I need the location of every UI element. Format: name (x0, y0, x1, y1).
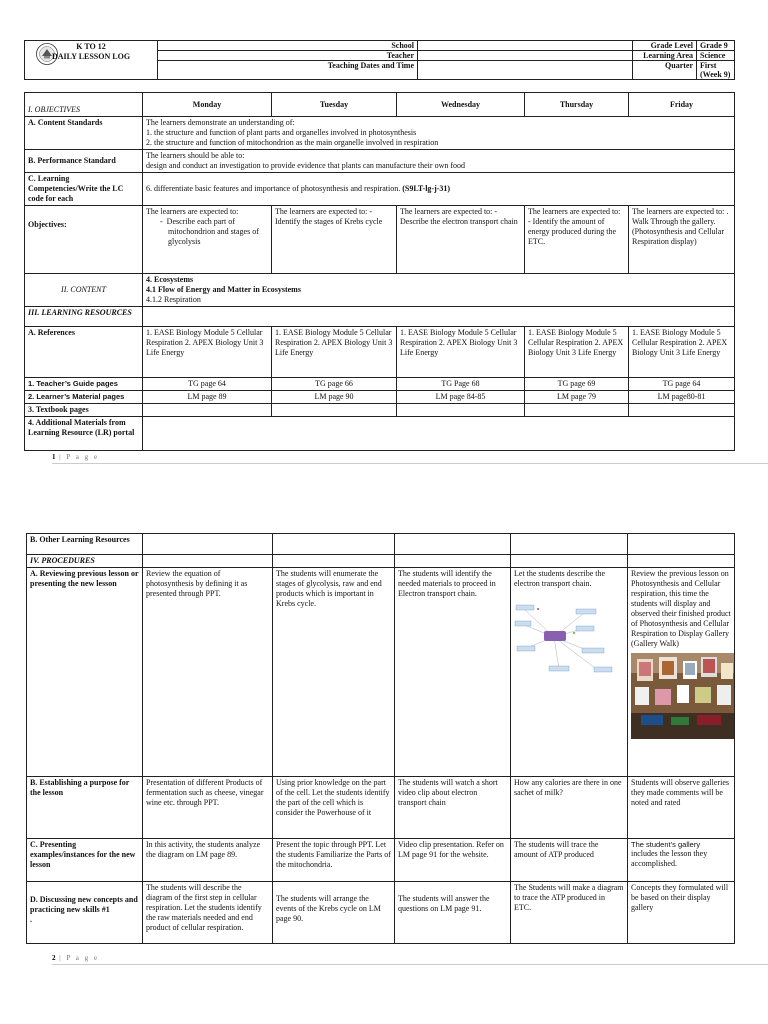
textbook-label: 3. Textbook pages (25, 404, 143, 417)
content-standards-line: The learners demonstrate an understanding of: (146, 118, 295, 127)
dates-value (418, 61, 633, 80)
lm-wednesday: LM page 84-85 (397, 391, 525, 404)
page-divider-2 (52, 964, 768, 965)
objective-thursday: The learners are expected to: - Identify the amount of energy produced during the ETC. (525, 206, 629, 274)
objective-monday-intro: The learners are expected to: (146, 207, 239, 216)
tg-monday: TG page 64 (143, 378, 272, 391)
reviewing-label: A. Reviewing previous lesson or presenting the new lesson (27, 568, 143, 777)
objective-wednesday: The learners are expected to: - Describe the electron transport chain (397, 206, 525, 274)
header-table (24, 40, 735, 80)
reviewing-wednesday: The students will identify the needed materials to proceed in Electron transport chain. (395, 568, 511, 777)
content-standards-label: A. Content Standards (25, 117, 143, 150)
lesson-log-table-page2 (26, 533, 735, 944)
presenting-friday (628, 839, 735, 882)
discussing-tuesday: The students will arrange the events of the Krebs cycle on LM page 90. (273, 882, 395, 944)
objective-tuesday: The learners are expected to: - Identify the stages of Krebs cycle (272, 206, 397, 274)
log-title-line2: DAILY LESSON LOG (51, 52, 131, 61)
dates-label: Teaching Dates and Time (158, 61, 418, 80)
content-line: 4.1.2 Respiration (146, 295, 201, 304)
log-title-line1: K TO 12 (76, 42, 106, 51)
other-resources-label: B. Other Learning Resources (27, 534, 143, 555)
reference-thursday: 1. EASE Biology Module 5 Cellular Respiration 2. APEX Biology Unit 3 Life Energy (525, 327, 629, 378)
objective-monday: The learners are expected to: - Describe each part of mitochondrion and stages of glycolysis (143, 206, 272, 274)
page-word-2: | P a g e (59, 954, 99, 962)
area-value: Science (697, 51, 735, 61)
textbook-monday (143, 404, 272, 417)
tg-wednesday: TG Page 68 (397, 378, 525, 391)
school-value (418, 41, 633, 51)
other-monday (143, 534, 273, 555)
page-footer-1 (52, 453, 99, 462)
textbook-friday (629, 404, 735, 417)
textbook-wednesday (397, 404, 525, 417)
performance-text (143, 150, 735, 173)
reviewing-thursday-text: Let the students describe the electron transport chain. (514, 569, 606, 588)
procedures-friday (628, 555, 735, 568)
lc-text (143, 173, 735, 206)
purpose-wednesday: The students will watch a short video clip about electron transport chain (395, 777, 511, 839)
reviewing-thursday (511, 568, 628, 777)
etc-diagram-image (514, 599, 622, 681)
lm-friday: LM page80-81 (629, 391, 735, 404)
additional-materials-label: 4. Additional Materials from Learning Resource (LR) portal (25, 417, 143, 451)
other-tuesday (273, 534, 395, 555)
content-standards-line: 2. the structure and function of mitochondrion as the main organelle involved in respiration (146, 138, 439, 147)
purpose-friday: Students will observe galleries they made comments will be noted and rated (628, 777, 735, 839)
school-label: School (158, 41, 418, 51)
day-tuesday: Tuesday (272, 93, 397, 117)
additional-materials-empty (143, 417, 735, 451)
tg-friday: TG page 64 (629, 378, 735, 391)
reference-wednesday: 1. EASE Biology Module 5 Cellular Respiration 2. APEX Biology Unit 3 Life Energy (397, 327, 525, 378)
references-label: A. References (25, 327, 143, 378)
content-line: 4.1 Flow of Energy and Matter in Ecosystems (146, 285, 301, 294)
lc-label: C. Learning Competencies/Write the LC code for each (25, 173, 143, 206)
day-thursday: Thursday (525, 93, 629, 117)
textbook-thursday (525, 404, 629, 417)
lm-label: 2. Learner’s Material pages (25, 391, 143, 404)
lc-text-body: 6. differentiate basic features and importance of photosynthesis and respiration. (146, 184, 401, 193)
day-monday: Monday (143, 93, 272, 117)
day-friday: Friday (629, 93, 735, 117)
resources-heading: III. LEARNING RESOURCES (25, 307, 143, 327)
reference-friday: 1. EASE Biology Module 5 Cellular Respiration 2. APEX Biology Unit 3 Life Energy (629, 327, 735, 378)
lm-monday: LM page 89 (143, 391, 272, 404)
performance-line: The learners should be able to: (146, 151, 245, 160)
discussing-label (27, 882, 143, 944)
presenting-thursday: The students will trace the amount of ATP produced (511, 839, 628, 882)
performance-line: design and conduct an investigation to provide evidence that plants can manufacture their own food (146, 161, 466, 170)
purpose-thursday: How any calories are there in one sachet of milk? (511, 777, 628, 839)
presenting-friday-title: The student’s gallery (631, 840, 701, 849)
quarter-label: Quarter (633, 61, 697, 80)
reviewing-friday-text: Review the previous lesson on Photosynthesis and Cellular respiration, this time the students will display and observed their finished product of Photosynthesis and Cellular Respiration to Display Gallery (Gallery Walk) (631, 569, 731, 648)
lc-code: (S9LT-lg-j-31) (402, 184, 451, 193)
procedures-monday (143, 555, 273, 568)
area-label: Learning Area (633, 51, 697, 61)
purpose-label: B. Establishing a purpose for the lesson (27, 777, 143, 839)
discussing-thursday: The Students will make a diagram to trace the ATP produced in ETC. (511, 882, 628, 944)
performance-label: B. Performance Standard (25, 150, 143, 173)
tg-tuesday: TG page 66 (272, 378, 397, 391)
page-footer-2 (52, 954, 99, 963)
purpose-tuesday: Using prior knowledge on the part of the cell. Let the students identify the part of the cell which is consider the Powerhouse of it (273, 777, 395, 839)
discussing-friday: Concepts they formulated will be based on their display gallery (628, 882, 735, 944)
objectives-label: Objectives: (25, 206, 143, 274)
other-thursday (511, 534, 628, 555)
discussing-label-text: D. Discussing new concepts and practicing new skills #1 (30, 895, 138, 914)
page-divider-1 (52, 463, 768, 464)
resources-empty (143, 307, 735, 327)
textbook-tuesday (272, 404, 397, 417)
presenting-monday: In this activity, the students analyze the diagram on LM page 89. (143, 839, 273, 882)
purpose-monday: Presentation of different Products of fermentation such as cheese, vinegar wine etc. through PPT. (143, 777, 273, 839)
reviewing-tuesday: The students will enumerate the stages of glycolysis, raw and end products which is important in Krebs cycle. (273, 568, 395, 777)
discussing-wednesday: The students will answer the questions on LM page 91. (395, 882, 511, 944)
reference-monday: 1. EASE Biology Module 5 Cellular Respiration 2. APEX Biology Unit 3 Life Energy (143, 327, 272, 378)
content-standards-text (143, 117, 735, 150)
discussing-monday: The students will describe the diagram of the first step in cellular respiration. Let the students identify the raw materials needed and end product of cellular respiration. (143, 882, 273, 944)
other-friday (628, 534, 735, 555)
procedures-wednesday (395, 555, 511, 568)
lm-tuesday: LM page 90 (272, 391, 397, 404)
tg-thursday: TG page 69 (525, 378, 629, 391)
objective-monday-item: Describe each part of mitochondrion and stages of glycolysis (166, 217, 259, 246)
lm-thursday: LM page 79 (525, 391, 629, 404)
objective-friday: The learners are expected to: . Walk Through the gallery. (Photosynthesis and Cellular Respiration display) (629, 206, 735, 274)
teacher-label: Teacher (158, 51, 418, 61)
procedures-tuesday (273, 555, 395, 568)
day-wednesday: Wednesday (397, 93, 525, 117)
page-number-1: 1 (52, 453, 56, 461)
tg-label: 1. Teacher’s Guide pages (25, 378, 143, 391)
presenting-tuesday: Present the topic through PPT. Let the students Familiarize the Parts of the mitochondria. (273, 839, 395, 882)
reviewing-monday: Review the equation of photosynthesis by defining it as presented through PPT. (143, 568, 273, 777)
content-heading: II. CONTENT (25, 274, 143, 307)
gallery-photo-image (631, 653, 735, 739)
presenting-label: C. Presenting examples/instances for the new lesson (27, 839, 143, 882)
quarter-value: First (Week 9) (697, 61, 735, 80)
presenting-friday-text: includes the lesson they accomplished. (631, 849, 708, 869)
reviewing-friday (628, 568, 735, 777)
procedures-heading: IV. PROCEDURES (27, 555, 143, 568)
reference-tuesday: 1. EASE Biology Module 5 Cellular Respiration 2. APEX Biology Unit 3 Life Energy (272, 327, 397, 378)
objectives-heading: I. OBJECTIVES (25, 93, 143, 117)
content-line: 4. Ecosystems (146, 275, 194, 284)
content-standards-line: 1. the structure and function of plant parts and organelles involved in photosynthesis (146, 128, 417, 137)
page-number-2: 2 (52, 954, 56, 962)
procedures-thursday (511, 555, 628, 568)
other-wednesday (395, 534, 511, 555)
presenting-wednesday: Video clip presentation. Refer on LM page 91 for the website. (395, 839, 511, 882)
discussing-dot: . (30, 915, 32, 924)
grade-label: Grade Level (633, 41, 697, 51)
grade-value: Grade 9 (697, 41, 735, 51)
page-word-1: | P a g e (59, 453, 99, 461)
teacher-value (418, 51, 633, 61)
content-text (143, 274, 735, 307)
lesson-log-table-page1 (24, 92, 735, 451)
